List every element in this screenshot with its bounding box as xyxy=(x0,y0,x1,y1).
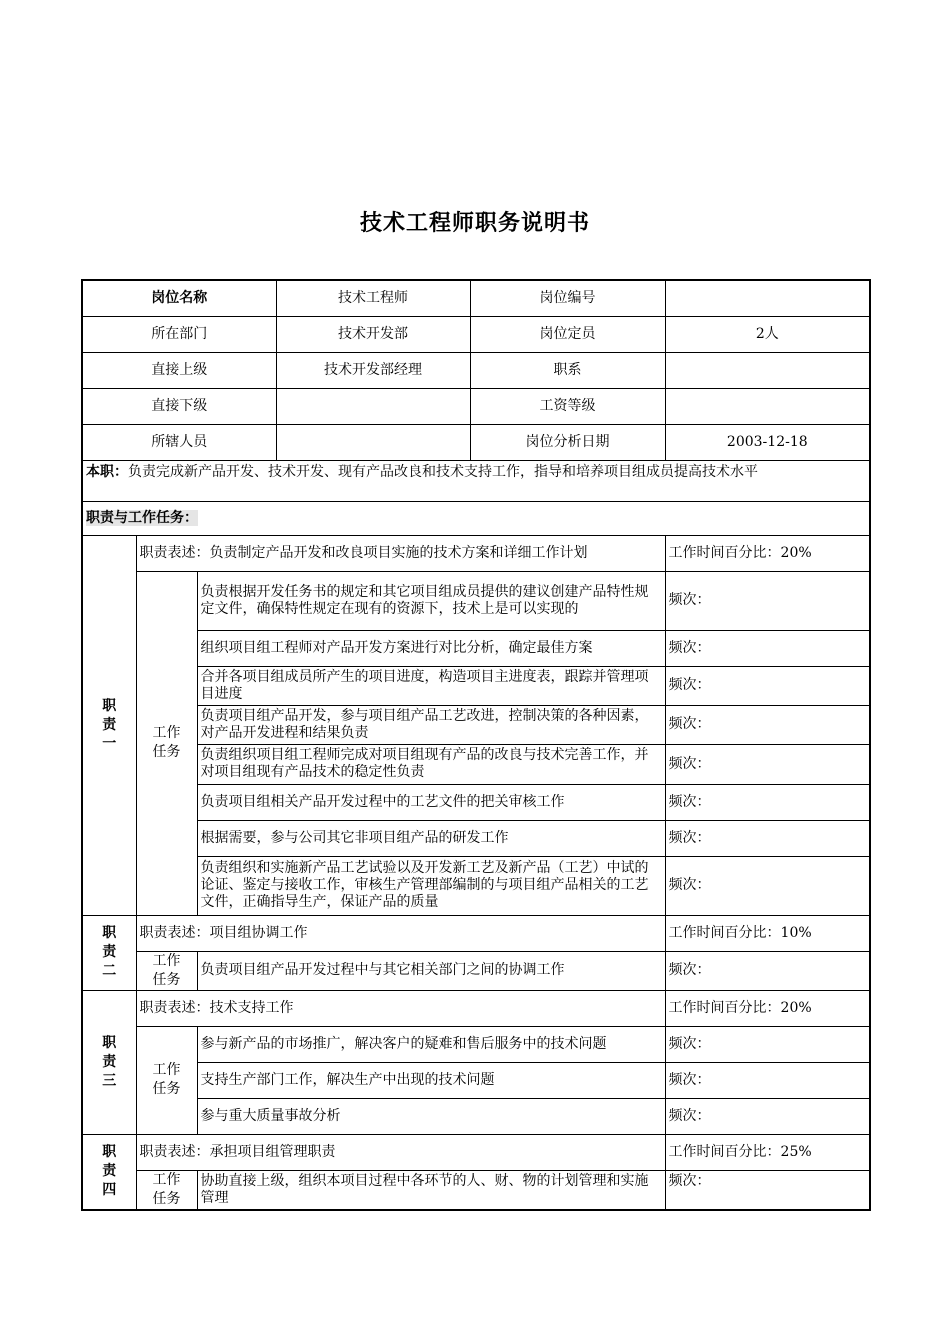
duty-2-statement: 职责表述：项目组协调工作 xyxy=(136,915,665,951)
headcount-label: 岗位定员 xyxy=(470,316,665,352)
duty-4-task-label: 工作 任务 xyxy=(136,1170,197,1210)
duty-1-task-label: 工作 任务 xyxy=(136,571,197,915)
duty-1-time-pct: 工作时间百分比：20% xyxy=(665,535,870,571)
duty-3-task-2: 支持生产部门工作，解决生产中出现的技术问题 xyxy=(197,1062,665,1098)
duty-3-statement: 职责表述：技术支持工作 xyxy=(136,990,665,1026)
duty-2-task-label: 工作 任务 xyxy=(136,951,197,990)
position-name-value: 技术工程师 xyxy=(276,280,470,316)
duty-3-task-1: 参与新产品的市场推广，解决客户的疑难和售后服务中的技术问题 xyxy=(197,1026,665,1062)
headcount-value: 2人 xyxy=(665,316,870,352)
duty-3-task-1-freq: 频次： xyxy=(665,1026,870,1062)
duty-1-task-3-freq: 频次： xyxy=(665,666,870,705)
duty-1-task-4-freq: 频次： xyxy=(665,705,870,744)
dept-value: 技术开发部 xyxy=(276,316,470,352)
main-duty-text: 负责完成新产品开发、技术开发、现有产品改良和技术支持工作，指导和培养项目组成员提高技术水平 xyxy=(128,463,758,480)
duty-4-statement: 职责表述：承担项目组管理职责 xyxy=(136,1134,665,1170)
dept-label: 所在部门 xyxy=(82,316,276,352)
job-family-label: 职系 xyxy=(470,352,665,388)
superior-label: 直接上级 xyxy=(82,352,276,388)
duty-1-task-1-freq: 频次： xyxy=(665,571,870,630)
duty-1-name: 职 责 一 xyxy=(82,535,136,915)
duty-1-task-8: 负责组织和实施新产品工艺试验以及开发新工艺及新产品（工艺）中试的论证、鉴定与接收工作，审核生产管理部编制的与项目组产品相关的工艺文件，正确指导生产，保证产品的质量 xyxy=(197,856,665,915)
main-duty-label: 本职： xyxy=(86,463,128,480)
duty-2-task-1: 负责项目组产品开发过程中与其它相关部门之间的协调工作 xyxy=(197,951,665,990)
subordinate-value xyxy=(276,388,470,424)
main-duty xyxy=(82,460,870,501)
duties-header-cell xyxy=(82,501,870,535)
position-name-label: 岗位名称 xyxy=(82,280,276,316)
duty-3-time-pct: 工作时间百分比：20% xyxy=(665,990,870,1026)
position-no-value xyxy=(665,280,870,316)
duty-2-name: 职 责 二 xyxy=(82,915,136,990)
duty-1-task-5: 负责组织项目组工程师完成对项目组现有产品的改良与技术完善工作，并对项目组现有产品技术的稳定性负责 xyxy=(197,744,665,784)
duty-2-time-pct: 工作时间百分比：10% xyxy=(665,915,870,951)
duty-1-task-5-freq: 频次： xyxy=(665,744,870,784)
analysis-date-value: 2003-12-18 xyxy=(665,424,870,460)
duty-3-task-3-freq: 频次： xyxy=(665,1098,870,1134)
duty-4-task-1: 协助直接上级，组织本项目过程中各环节的人、财、物的计划管理和实施管理 xyxy=(197,1170,665,1210)
job-description-table xyxy=(81,279,871,1211)
salary-grade-label: 工资等级 xyxy=(470,388,665,424)
duty-3-task-3: 参与重大质量事故分析 xyxy=(197,1098,665,1134)
duty-2-task-1-freq: 频次： xyxy=(665,951,870,990)
duty-1-task-3: 合并各项目组成员所产生的项目进度，构造项目主进度表，跟踪并管理项目进度 xyxy=(197,666,665,705)
duty-1-task-6-freq: 频次： xyxy=(665,784,870,820)
duty-1-task-8-freq: 频次： xyxy=(665,856,870,915)
duty-3-task-2-freq: 频次： xyxy=(665,1062,870,1098)
duty-4-name: 职 责 四 xyxy=(82,1134,136,1210)
position-no-label: 岗位编号 xyxy=(470,280,665,316)
subordinate-label: 直接下级 xyxy=(82,388,276,424)
staff-value xyxy=(276,424,470,460)
duty-1-task-1: 负责根据开发任务书的规定和其它项目组成员提供的建议创建产品特性规定文件，确保特性规定在现有的资源下，技术上是可以实现的 xyxy=(197,571,665,630)
duty-1-task-2: 组织项目组工程师对产品开发方案进行对比分析，确定最佳方案 xyxy=(197,630,665,666)
job-family-value xyxy=(665,352,870,388)
duty-1-task-7-freq: 频次： xyxy=(665,820,870,856)
duty-4-time-pct: 工作时间百分比：25% xyxy=(665,1134,870,1170)
duty-3-task-label: 工作 任务 xyxy=(136,1026,197,1134)
superior-value: 技术开发部经理 xyxy=(276,352,470,388)
duty-1-task-4: 负责项目组产品开发，参与项目组产品工艺改进，控制决策的各种因素，对产品开发进程和结果负责 xyxy=(197,705,665,744)
staff-label: 所辖人员 xyxy=(82,424,276,460)
duties-header: 职责与工作任务： xyxy=(86,509,198,526)
duty-1-task-2-freq: 频次： xyxy=(665,630,870,666)
duty-1-task-6: 负责项目组相关产品开发过程中的工艺文件的把关审核工作 xyxy=(197,784,665,820)
salary-grade-value xyxy=(665,388,870,424)
analysis-date-label: 岗位分析日期 xyxy=(470,424,665,460)
duty-1-statement: 职责表述：负责制定产品开发和改良项目实施的技术方案和详细工作计划 xyxy=(136,535,665,571)
duty-4-task-1-freq: 频次： xyxy=(665,1170,870,1210)
document-title: 技术工程师职务说明书 xyxy=(359,211,590,236)
duty-1-task-7: 根据需要，参与公司其它非项目组产品的研发工作 xyxy=(197,820,665,856)
duty-3-name: 职 责 三 xyxy=(82,990,136,1134)
